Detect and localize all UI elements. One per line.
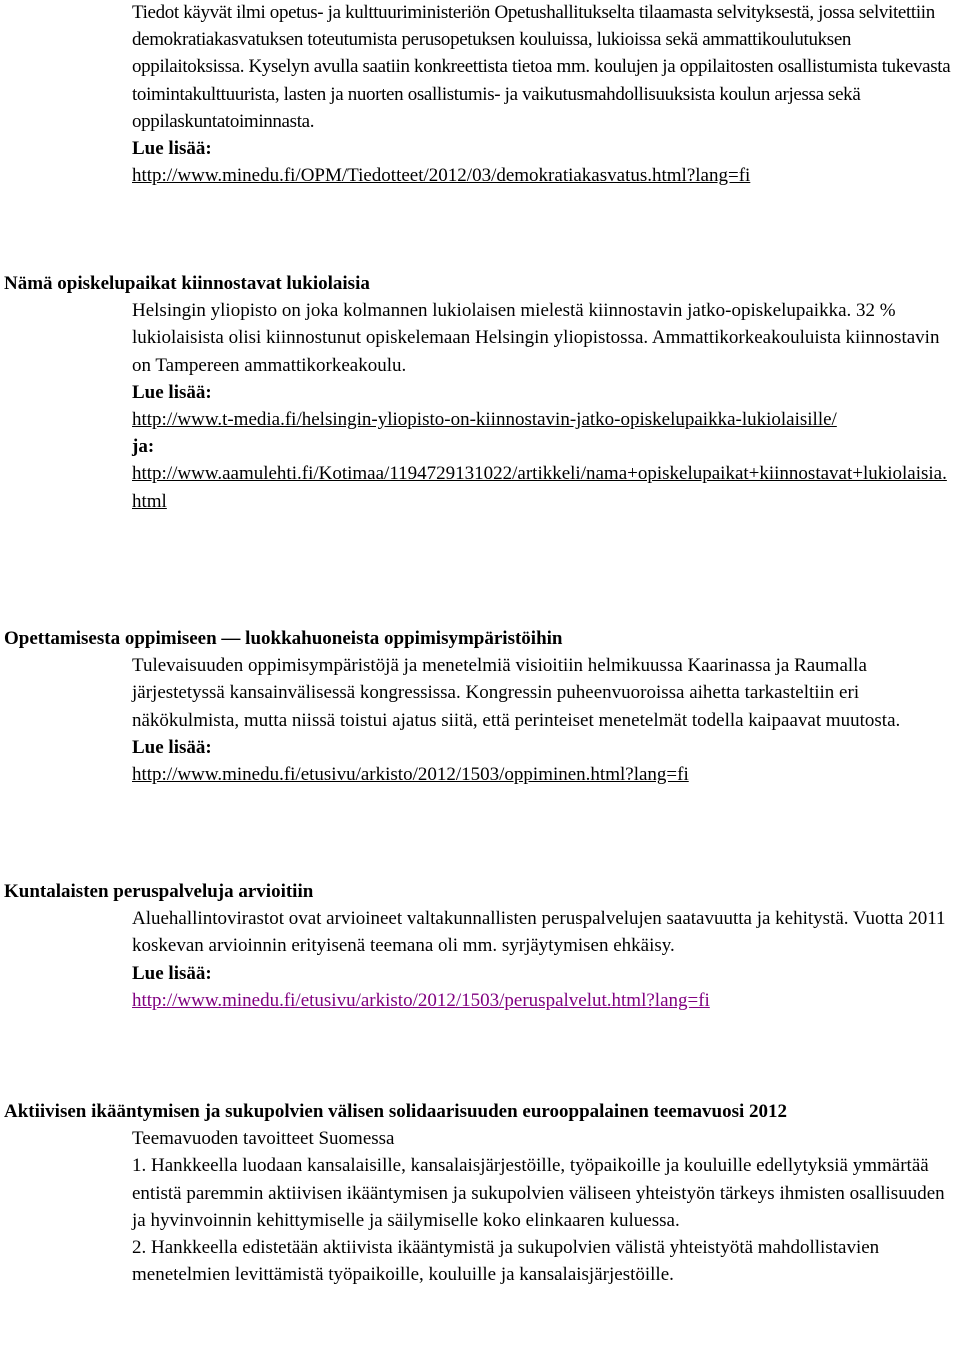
section-peruspalvelut bbox=[0, 878, 960, 1014]
section-opiskelupaikat bbox=[0, 270, 960, 515]
link-minedu-oppiminen[interactable]: http://www.minedu.fi/etusivu/arkisto/2012/1503/oppiminen.html?lang=fi bbox=[132, 764, 689, 786]
section-oppimisymparistot bbox=[0, 625, 960, 788]
link-t-media[interactable]: http://www.t-media.fi/helsingin-yliopisto-on-kiinnostavin-jatko-opiskelupaikka-lukiolaisille/ bbox=[132, 409, 837, 431]
link-minedu-demokratiakasvatus[interactable]: http://www.minedu.fi/OPM/Tiedotteet/2012/03/demokratiakasvatus.html?lang=fi bbox=[132, 165, 751, 187]
section-demokratiakasvatus bbox=[0, 0, 960, 189]
section-heading: Opettamisesta oppimiseen — luokkahuoneista oppimisympäristöihin bbox=[4, 628, 563, 649]
subheading: Teemavuoden tavoitteet Suomessa bbox=[132, 1128, 395, 1150]
section-heading: Kuntalaisten peruspalveluja arvioitiin bbox=[4, 881, 314, 902]
read-more-label: Lue lisää: bbox=[132, 962, 212, 984]
paragraph: Tulevaisuuden oppimisympäristöjä ja menetelmiä visioitiin helmikuussa Kaarinassa ja Raumalla järjestetyssä kansainvälisessä kongressissa. Kongressin puheenvuoroissa aihetta tarkasteltiin eri näkökulmista, mutta niissä toistui ajatus siitä, että perinteiset menetelmät todella kaipaavat muutosta. bbox=[132, 655, 901, 731]
paragraph: Helsingin yliopisto on joka kolmannen lukiolaisen mielestä kiinnostavin jatko-opiskelupaikka. 32 % lukiolaisista olisi kiinnostunut opiskelemaan Helsingin yliopistossa. Ammattikorkeakouluista kiinnostavin on Tampereen ammattikorkeakoulu. bbox=[132, 300, 940, 376]
section-heading: Aktiivisen ikääntymisen ja sukupolvien välisen solidaarisuuden eurooppalainen teemavuosi 2012 bbox=[4, 1101, 788, 1122]
paragraph: Aluehallintovirastot ovat arvioineet valtakunnallisten peruspalvelujen saatavuutta ja kehitystä. Vuotta 2011 koskevan arvioinnin erityisenä teemana oli mm. syrjäytymisen ehkäisy. bbox=[132, 908, 946, 957]
list-item: 1. Hankkeella luodaan kansalaisille, kansalaisjärjestöille, työpaikoille ja kouluille edellytyksiä ymmärtää entistä paremmin aktiivisen ikääntymisen ja sukupolvien väliseen yhteistyön tärkeys ihmisten osallisuuden ja hyvinvoinnin kehittymiselle ja säilymiselle koko elinkaaren kuluessa. bbox=[132, 1155, 945, 1231]
list-item: 2. Hankkeella edistetään aktiivista ikääntymistä ja sukupolvien välistä yhteistyötä mahdollistavien menetelmien levittämistä työpaikoille, kouluille ja kansalaisjärjestöille. bbox=[132, 1237, 880, 1286]
paragraph: Tiedot käyvät ilmi opetus- ja kulttuuriministeriön Opetushallitukselta tilaamasta selvityksestä, jossa selvitettiin demokratiakasvatuksen toteutumista perusopetuksen kouluissa, lukioissa sekä ammattikoulutuksen oppilaitoksissa. Kyselyn avulla saatiin konkreettista tietoa mm. koulujen ja oppilaitosten osallistumista tukevasta toimintakulttuurista, lasten ja nuorten osallistumis- ja vaikutusmahdollisuuksista koulun arjessa sekä oppilaskuntatoiminnasta. bbox=[132, 2, 951, 132]
read-more-label: Lue lisää: bbox=[132, 381, 212, 403]
section-heading: Nämä opiskelupaikat kiinnostavat lukiolaisia bbox=[4, 273, 370, 294]
read-more-label: Lue lisää: bbox=[132, 736, 212, 758]
and-label: ja: bbox=[132, 436, 155, 458]
read-more-label: Lue lisää: bbox=[132, 138, 212, 160]
link-aamulehti[interactable]: http://www.aamulehti.fi/Kotimaa/1194729131022/artikkeli/nama+opiskelupaikat+kiinnostavat+lukiolaisia.html bbox=[132, 463, 947, 512]
section-teemavuosi bbox=[0, 1098, 960, 1288]
link-minedu-peruspalvelut[interactable]: http://www.minedu.fi/etusivu/arkisto/2012/1503/peruspalvelut.html?lang=fi bbox=[132, 989, 710, 1011]
